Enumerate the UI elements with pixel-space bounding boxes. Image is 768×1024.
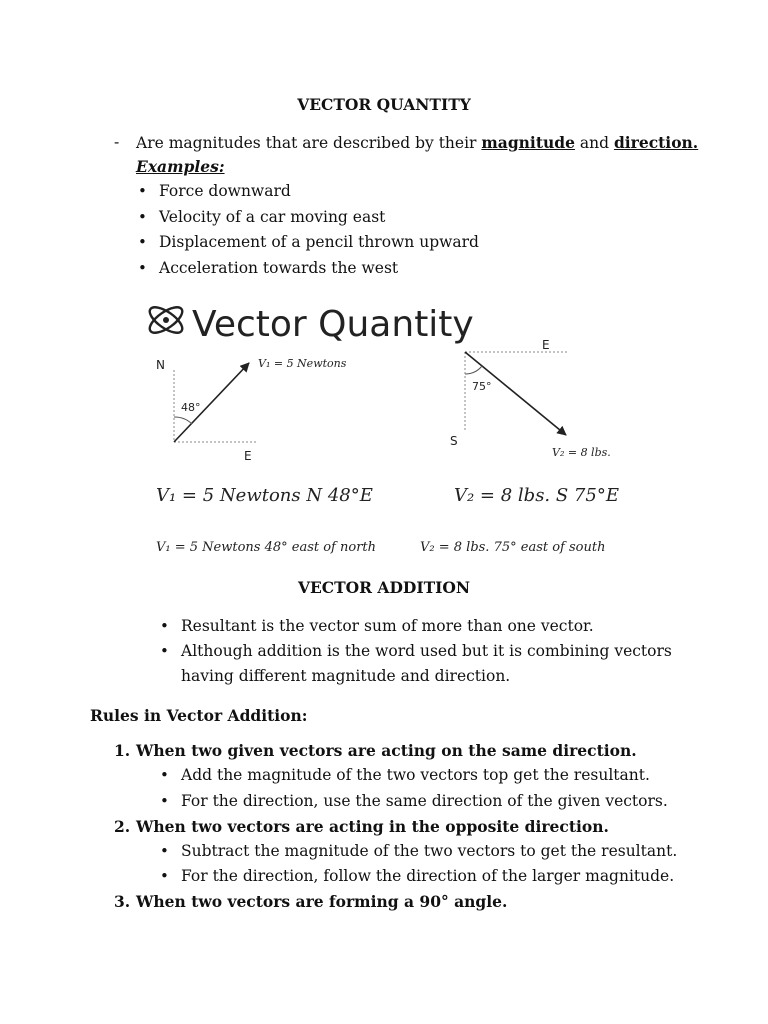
v2-formula: V₂ = 8 lbs. S 75°E xyxy=(454,485,619,506)
addition-bullet: Although addition is the word used but it is combining vectors xyxy=(181,642,672,660)
rule-number: 3. xyxy=(114,892,131,911)
example-item: Acceleration towards the west xyxy=(159,259,399,277)
left-angle-label: 48° xyxy=(181,401,201,414)
examples-label: Examples: xyxy=(136,157,225,176)
definition-pre: Are magnitudes that are described by their xyxy=(136,134,482,152)
definition-word-magnitude: magnitude xyxy=(481,133,575,152)
left-north-label: N xyxy=(156,358,165,372)
heading-vector-addition: VECTOR ADDITION xyxy=(297,578,471,597)
bullet-marker: • xyxy=(138,233,147,251)
rule-sub-item: Add the magnitude of the two vectors top get the resultant. xyxy=(181,766,650,784)
dash-marker: - xyxy=(114,133,120,151)
bullet-marker: • xyxy=(160,617,169,635)
rule-sub-item: Subtract the magnitude of the two vectors to get the resultant. xyxy=(181,842,678,860)
right-south-label: S xyxy=(450,434,458,448)
addition-bullet-continuation: having different magnitude and direction. xyxy=(181,667,511,685)
bullet-marker: • xyxy=(160,766,169,784)
vector-diagram-svg xyxy=(148,290,620,560)
bullet-marker: • xyxy=(138,182,147,200)
bullet-marker: • xyxy=(160,842,169,860)
addition-bullet: Resultant is the vector sum of more than one vector. xyxy=(181,617,594,635)
rule-title: When two vectors are acting in the opposite direction. xyxy=(136,817,609,836)
rule-title: When two vectors are forming a 90° angle. xyxy=(136,892,508,911)
v1-caption: V₁ = 5 Newtons 48° east of north xyxy=(156,540,377,555)
v1-label: V₁ = 5 Newtons xyxy=(258,357,347,370)
rule-sub-item: For the direction, use the same direction of the given vectors. xyxy=(181,792,668,810)
rules-title: Rules in Vector Addition: xyxy=(90,706,308,725)
rule-title: When two given vectors are acting on the same direction. xyxy=(136,741,637,760)
vector-quantity-figure xyxy=(148,290,620,560)
example-item: Displacement of a pencil thrown upward xyxy=(159,233,479,251)
bullet-marker: • xyxy=(138,208,147,226)
atom-logo-icon xyxy=(148,303,186,338)
definition-line xyxy=(136,133,698,152)
right-vector-diagram xyxy=(450,338,611,459)
rule-sub-item: For the direction, follow the direction of the larger magnitude. xyxy=(181,867,675,885)
right-east-label: E xyxy=(542,338,550,352)
right-angle-label: 75° xyxy=(472,380,492,393)
bullet-marker: • xyxy=(160,867,169,885)
vector-v2-arrow xyxy=(465,352,566,435)
definition-mid: and xyxy=(574,134,614,152)
bullet-marker: • xyxy=(160,642,169,660)
v2-label: V₂ = 8 lbs. xyxy=(552,446,611,459)
left-east-label: E xyxy=(244,449,252,463)
rule-number: 2. xyxy=(114,817,131,836)
logo-title: Vector Quantity xyxy=(192,304,474,345)
heading-vector-quantity: VECTOR QUANTITY xyxy=(297,95,471,114)
example-item: Force downward xyxy=(159,182,291,200)
example-item: Velocity of a car moving east xyxy=(159,208,386,226)
rule-number: 1. xyxy=(114,741,131,760)
bullet-marker: • xyxy=(138,259,147,277)
v1-formula: V₁ = 5 Newtons N 48°E xyxy=(156,485,373,506)
definition-word-direction: direction. xyxy=(613,133,699,152)
v2-caption: V₂ = 8 lbs. 75° east of south xyxy=(420,540,606,555)
left-vector-diagram xyxy=(156,357,347,463)
bullet-marker: • xyxy=(160,792,169,810)
